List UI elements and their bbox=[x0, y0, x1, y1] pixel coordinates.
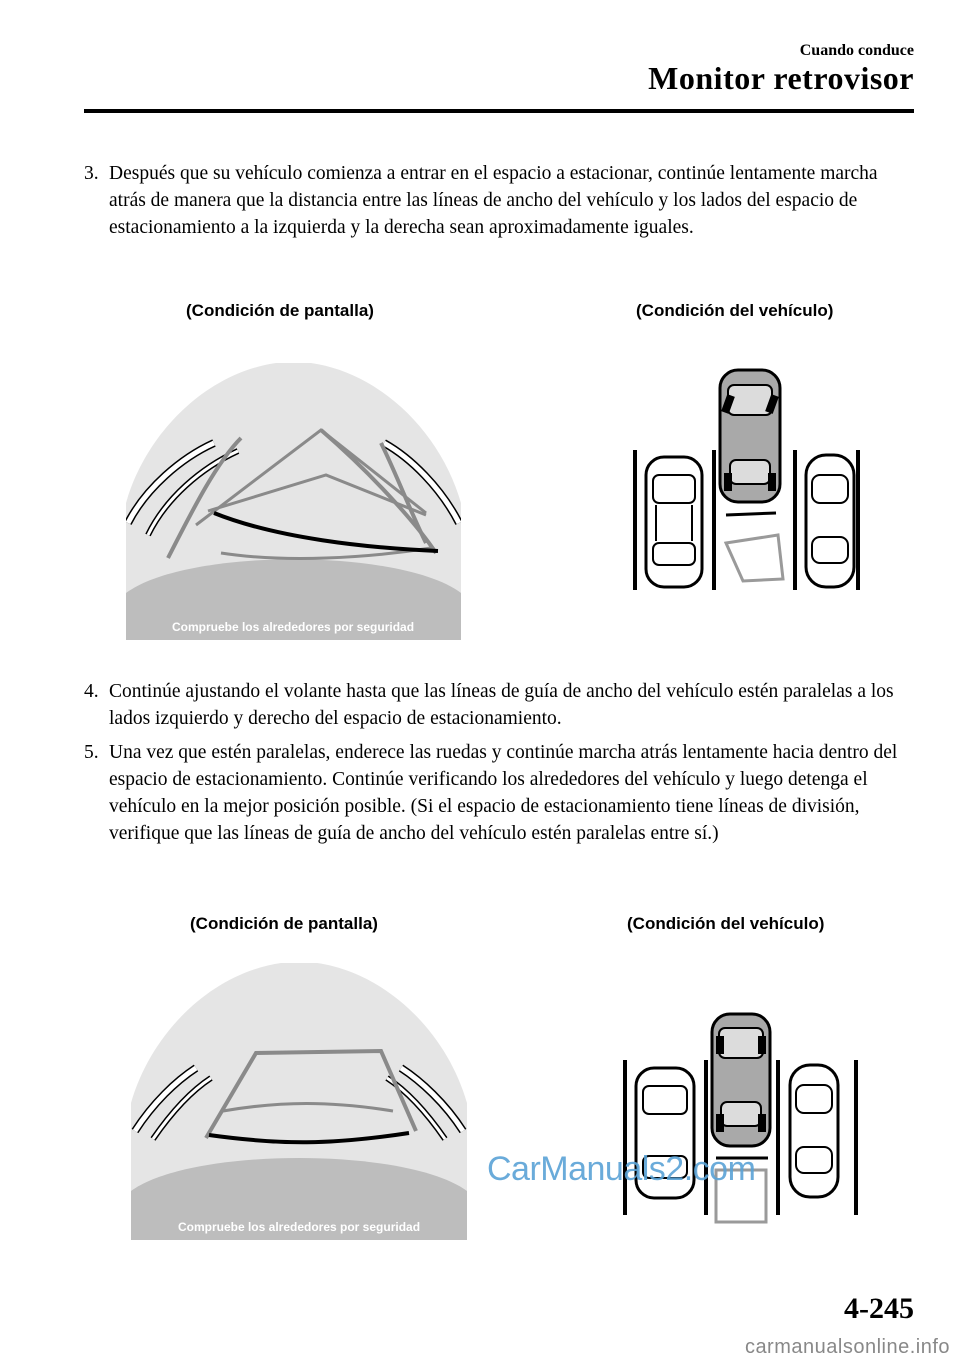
step-text: Continúe ajustando el volante hasta que las líneas de guía de ancho del vehículo estén paralelas a los lados izquierdo y derecho del espacio de estacionamiento. bbox=[109, 681, 894, 729]
step-text: Después que su vehículo comienza a entrar en el espacio a estacionar, continúe lentamente marcha atrás de manera que la distancia entre las líneas de ancho del vehículo y los lados del espacio de estacionamiento a la izquierda y la derecha sean aproximadamente iguales. bbox=[109, 163, 878, 238]
vehicle-caption: (Condición del vehículo) bbox=[627, 914, 825, 933]
step-number: 3. bbox=[84, 163, 99, 184]
step-4 bbox=[84, 678, 904, 732]
step-text: Una vez que estén paralelas, enderece las ruedas y continúe marcha atrás lentamente hacia dentro del espacio de estacionamiento. Continúe verificando los alrededores del vehículo y luego detenga el vehículo en la mejor posición posible. (Si el espacio de estacionamiento tiene líneas de división, verifique que las líneas de guía de ancho del vehículo estén paralelas entre sí.) bbox=[109, 742, 898, 844]
header-rule bbox=[84, 109, 914, 113]
parking-line bbox=[854, 1060, 858, 1215]
parking-line bbox=[704, 1060, 708, 1215]
parking-line bbox=[623, 1060, 627, 1215]
parking-line bbox=[793, 450, 797, 590]
page-title: Monitor retrovisor bbox=[648, 60, 914, 96]
screen-caption: (Condición de pantalla) bbox=[190, 914, 378, 933]
parked-car-right bbox=[790, 1065, 838, 1197]
reversing-car bbox=[720, 370, 780, 502]
screen-caption: (Condición de pantalla) bbox=[186, 301, 374, 320]
reversing-car bbox=[712, 1014, 770, 1146]
guide-overlay bbox=[726, 535, 783, 581]
step-5 bbox=[84, 739, 904, 847]
safety-hint: Compruebe los alrededores por seguridad bbox=[177, 1220, 421, 1234]
camera-screen bbox=[126, 363, 461, 640]
parking-line bbox=[712, 450, 716, 590]
vehicle-diagram bbox=[628, 365, 864, 597]
step-number: 4. bbox=[84, 681, 99, 702]
step-number: 5. bbox=[84, 742, 99, 763]
watermark-footer[interactable]: carmanualsonline.info bbox=[744, 1336, 950, 1358]
parking-line bbox=[776, 1060, 780, 1215]
camera-screen bbox=[131, 963, 467, 1240]
parking-line bbox=[633, 450, 637, 590]
vehicle-diagram bbox=[618, 1010, 862, 1225]
distance-guide-line bbox=[214, 513, 438, 551]
step-3 bbox=[84, 160, 904, 241]
page-number: 4-245 bbox=[844, 1292, 914, 1325]
section-title: Cuando conduce bbox=[799, 42, 914, 59]
parking-line bbox=[856, 450, 860, 590]
camera-view bbox=[131, 963, 467, 1240]
parked-car-right bbox=[806, 455, 854, 587]
watermark-center: CarManuals2.com bbox=[487, 1150, 756, 1188]
safety-hint: Compruebe los alrededores por seguridad bbox=[171, 620, 415, 634]
camera-view bbox=[126, 363, 461, 640]
vehicle-caption: (Condición del vehículo) bbox=[636, 301, 834, 320]
guide-lines bbox=[206, 1051, 416, 1138]
parked-car-left bbox=[646, 457, 702, 587]
distance-guide-line bbox=[209, 1133, 409, 1142]
